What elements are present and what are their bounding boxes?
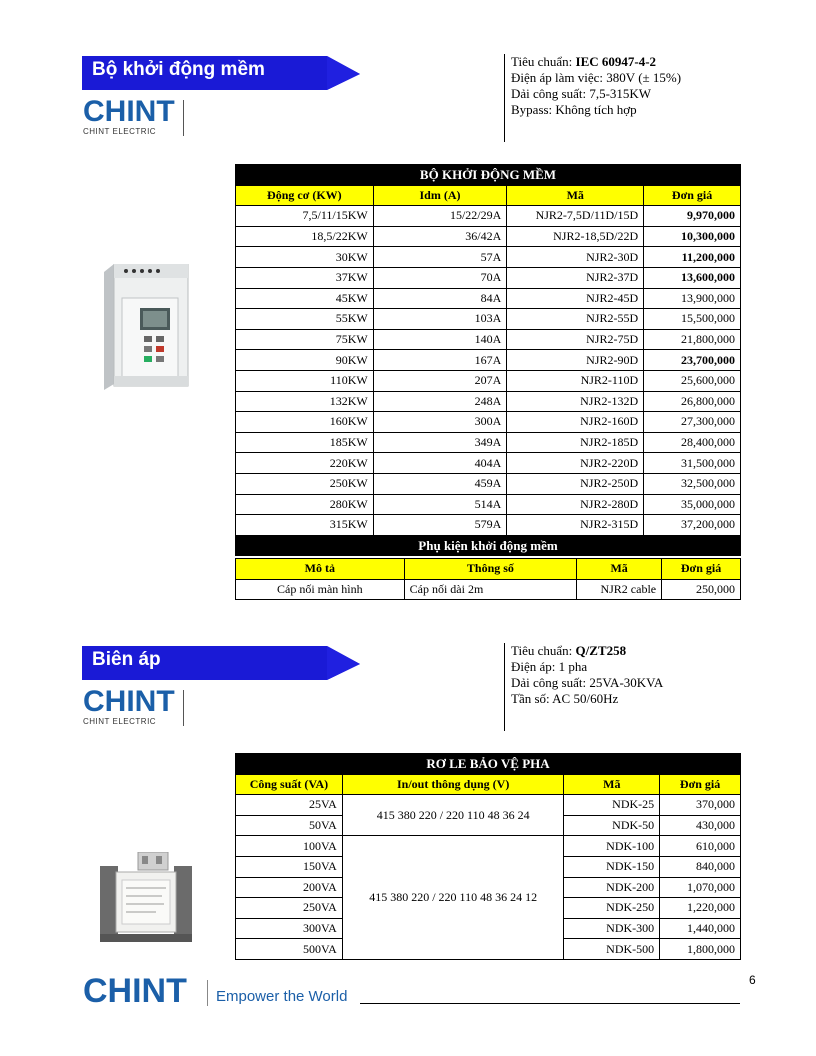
cell-price: 1,800,000 <box>660 939 741 960</box>
soft-starter-table <box>235 164 741 556</box>
cell-price: 13,900,000 <box>644 288 741 309</box>
accessory-table <box>235 558 741 600</box>
cell-power: 300VA <box>236 918 343 939</box>
spec-voltage: Điện áp: 1 pha <box>511 659 588 674</box>
cell-code: NJR2-75D <box>507 329 644 350</box>
cell-current: 103A <box>373 309 507 330</box>
cell-price: 27,300,000 <box>644 412 741 433</box>
cell-code: NJR2-55D <box>507 309 644 330</box>
cell-motor: 160KW <box>236 412 374 433</box>
cell-motor: 30KW <box>236 247 374 268</box>
cell-code: NJR2-90D <box>507 350 644 371</box>
cell-current: 70A <box>373 267 507 288</box>
section-banner-transformer <box>82 646 360 678</box>
cell-current: 300A <box>373 412 507 433</box>
cell-motor: 75KW <box>236 329 374 350</box>
table-row <box>236 309 741 330</box>
cell-price: 11,200,000 <box>644 247 741 268</box>
cell-motor: 90KW <box>236 350 374 371</box>
cell-code: NJR2-280D <box>507 494 644 515</box>
cell-power: 250VA <box>236 898 343 919</box>
cell-code: NJR2-160D <box>507 412 644 433</box>
cell-price: 25,600,000 <box>644 370 741 391</box>
cell-power: 500VA <box>236 939 343 960</box>
logo-divider <box>183 690 184 726</box>
acc-spec: Cáp nối dài 2m <box>404 579 577 600</box>
footer-divider <box>207 980 208 1006</box>
table-row <box>236 288 741 309</box>
logo-subtitle: CHINT ELECTRIC <box>83 127 157 136</box>
col-header-code: Mã <box>564 774 660 795</box>
cell-code: NDK-100 <box>564 836 660 857</box>
cell-price: 28,400,000 <box>644 432 741 453</box>
cell-current: 579A <box>373 515 507 536</box>
cell-price: 23,700,000 <box>644 350 741 371</box>
table-row <box>236 412 741 433</box>
cell-code: NDK-500 <box>564 939 660 960</box>
cell-current: 57A <box>373 247 507 268</box>
accessory-title: Phụ kiện khởi động mềm <box>236 535 741 556</box>
cell-price: 26,800,000 <box>644 391 741 412</box>
cell-code: NJR2-315D <box>507 515 644 536</box>
logo-mark: CHINT <box>83 95 175 128</box>
cell-price: 430,000 <box>660 815 741 836</box>
cell-motor: 45KW <box>236 288 374 309</box>
cell-motor: 280KW <box>236 494 374 515</box>
cell-power: 200VA <box>236 877 343 898</box>
cell-power: 100VA <box>236 836 343 857</box>
table-title: BỘ KHỞI ĐỘNG MỀM <box>236 165 741 186</box>
col-header-power: Công suất (VA) <box>236 774 343 795</box>
acc-desc: Cáp nối màn hình <box>236 579 405 600</box>
spec-range: Dải công suất: 7,5-315KW <box>511 86 652 101</box>
cell-current: 248A <box>373 391 507 412</box>
acc-price: 250,000 <box>662 579 741 600</box>
cell-motor: 55KW <box>236 309 374 330</box>
acc-header-spec: Thông số <box>404 559 577 580</box>
cell-code: NJR2-18,5D/22D <box>507 226 644 247</box>
col-header-code: Mã <box>507 185 644 206</box>
cell-price: 1,220,000 <box>660 898 741 919</box>
section-title: Biên áp <box>92 649 161 670</box>
cell-power: 50VA <box>236 815 343 836</box>
cell-power: 25VA <box>236 795 343 816</box>
cell-motor: 37KW <box>236 267 374 288</box>
section-title: Bộ khởi động mềm <box>92 59 265 80</box>
table-row <box>236 836 741 857</box>
table-row <box>236 206 741 227</box>
cell-motor: 110KW <box>236 370 374 391</box>
table-row <box>236 370 741 391</box>
footer-tagline: Empower the World <box>216 988 348 1005</box>
table-title: RƠ LE BẢO VỆ PHA <box>236 754 741 775</box>
table-row <box>236 515 741 536</box>
cell-current: 514A <box>373 494 507 515</box>
acc-header-desc: Mô tả <box>236 559 405 580</box>
table-row <box>236 350 741 371</box>
col-header-io: In/out thông dụng (V) <box>342 774 564 795</box>
logo-mark: CHINT <box>83 685 175 718</box>
table-row <box>236 579 741 600</box>
cell-price: 32,500,000 <box>644 473 741 494</box>
cell-price: 15,500,000 <box>644 309 741 330</box>
cell-price: 1,070,000 <box>660 877 741 898</box>
cell-current: 404A <box>373 453 507 474</box>
cell-current: 15/22/29A <box>373 206 507 227</box>
cell-price: 10,300,000 <box>644 226 741 247</box>
cell-code: NJR2-7,5D/11D/15D <box>507 206 644 227</box>
cell-price: 21,800,000 <box>644 329 741 350</box>
cell-power: 150VA <box>236 856 343 877</box>
cell-io-group-1: 415 380 220 / 220 110 48 36 24 <box>342 795 564 836</box>
cell-code: NJR2-185D <box>507 432 644 453</box>
spec-standard: Tiêu chuẩn: Q/ZT258 <box>511 643 627 658</box>
footer-logo: CHINT <box>83 972 187 1010</box>
cell-code: NDK-200 <box>564 877 660 898</box>
col-header-price: Đơn giá <box>660 774 741 795</box>
cell-price: 370,000 <box>660 795 741 816</box>
phase-relay-table <box>235 753 741 960</box>
acc-code: NJR2 cable <box>577 579 662 600</box>
cell-current: 349A <box>373 432 507 453</box>
cell-code: NDK-150 <box>564 856 660 877</box>
cell-code: NDK-25 <box>564 795 660 816</box>
cell-current: 167A <box>373 350 507 371</box>
cell-current: 207A <box>373 370 507 391</box>
page-number: 6 <box>749 973 756 987</box>
cell-code: NJR2-37D <box>507 267 644 288</box>
section-banner-soft-starter <box>82 56 360 88</box>
spec-block <box>504 54 681 142</box>
cell-code: NDK-300 <box>564 918 660 939</box>
cell-code: NJR2-132D <box>507 391 644 412</box>
table-row <box>236 473 741 494</box>
cell-io-group-2: 415 380 220 / 220 110 48 36 24 12 <box>342 836 564 960</box>
transformer-image <box>96 852 196 944</box>
table-row <box>236 494 741 515</box>
cell-motor: 220KW <box>236 453 374 474</box>
table-row <box>236 453 741 474</box>
table-row <box>236 432 741 453</box>
cell-price: 9,970,000 <box>644 206 741 227</box>
spec-range: Dải công suất: 25VA-30KVA <box>511 675 664 690</box>
logo-divider <box>183 100 184 136</box>
spec-block <box>504 643 663 731</box>
spec-frequency: Tần số: AC 50/60Hz <box>511 691 619 706</box>
cell-code: NJR2-110D <box>507 370 644 391</box>
cell-price: 1,440,000 <box>660 918 741 939</box>
cell-code: NJR2-250D <box>507 473 644 494</box>
table-row <box>236 267 741 288</box>
cell-motor: 315KW <box>236 515 374 536</box>
spec-standard: Tiêu chuẩn: IEC 60947-4-2 <box>511 54 657 69</box>
spec-voltage: Điện áp làm việc: 380V (± 15%) <box>511 70 682 85</box>
cell-current: 140A <box>373 329 507 350</box>
footer-rule <box>360 1003 740 1004</box>
table-row <box>236 795 741 816</box>
chint-logo <box>83 685 193 728</box>
cell-code: NDK-50 <box>564 815 660 836</box>
cell-price: 840,000 <box>660 856 741 877</box>
cell-motor: 185KW <box>236 432 374 453</box>
soft-starter-image <box>100 264 192 392</box>
cell-motor: 18,5/22KW <box>236 226 374 247</box>
cell-code: NJR2-45D <box>507 288 644 309</box>
chint-logo <box>83 95 193 138</box>
cell-code: NDK-250 <box>564 898 660 919</box>
cell-motor: 7,5/11/15KW <box>236 206 374 227</box>
table-row <box>236 226 741 247</box>
table-row <box>236 247 741 268</box>
cell-price: 31,500,000 <box>644 453 741 474</box>
cell-current: 36/42A <box>373 226 507 247</box>
cell-motor: 132KW <box>236 391 374 412</box>
col-header-motor: Động cơ (KW) <box>236 185 374 206</box>
table-row <box>236 391 741 412</box>
acc-header-code: Mã <box>577 559 662 580</box>
logo-subtitle: CHINT ELECTRIC <box>83 717 157 726</box>
cell-price: 610,000 <box>660 836 741 857</box>
acc-header-price: Đơn giá <box>662 559 741 580</box>
cell-price: 37,200,000 <box>644 515 741 536</box>
cell-current: 459A <box>373 473 507 494</box>
table-row <box>236 329 741 350</box>
col-header-current: Idm (A) <box>373 185 507 206</box>
col-header-price: Đơn giá <box>644 185 741 206</box>
cell-code: NJR2-220D <box>507 453 644 474</box>
cell-price: 13,600,000 <box>644 267 741 288</box>
cell-current: 84A <box>373 288 507 309</box>
cell-motor: 250KW <box>236 473 374 494</box>
cell-price: 35,000,000 <box>644 494 741 515</box>
spec-bypass: Bypass: Không tích hợp <box>511 102 637 117</box>
cell-code: NJR2-30D <box>507 247 644 268</box>
